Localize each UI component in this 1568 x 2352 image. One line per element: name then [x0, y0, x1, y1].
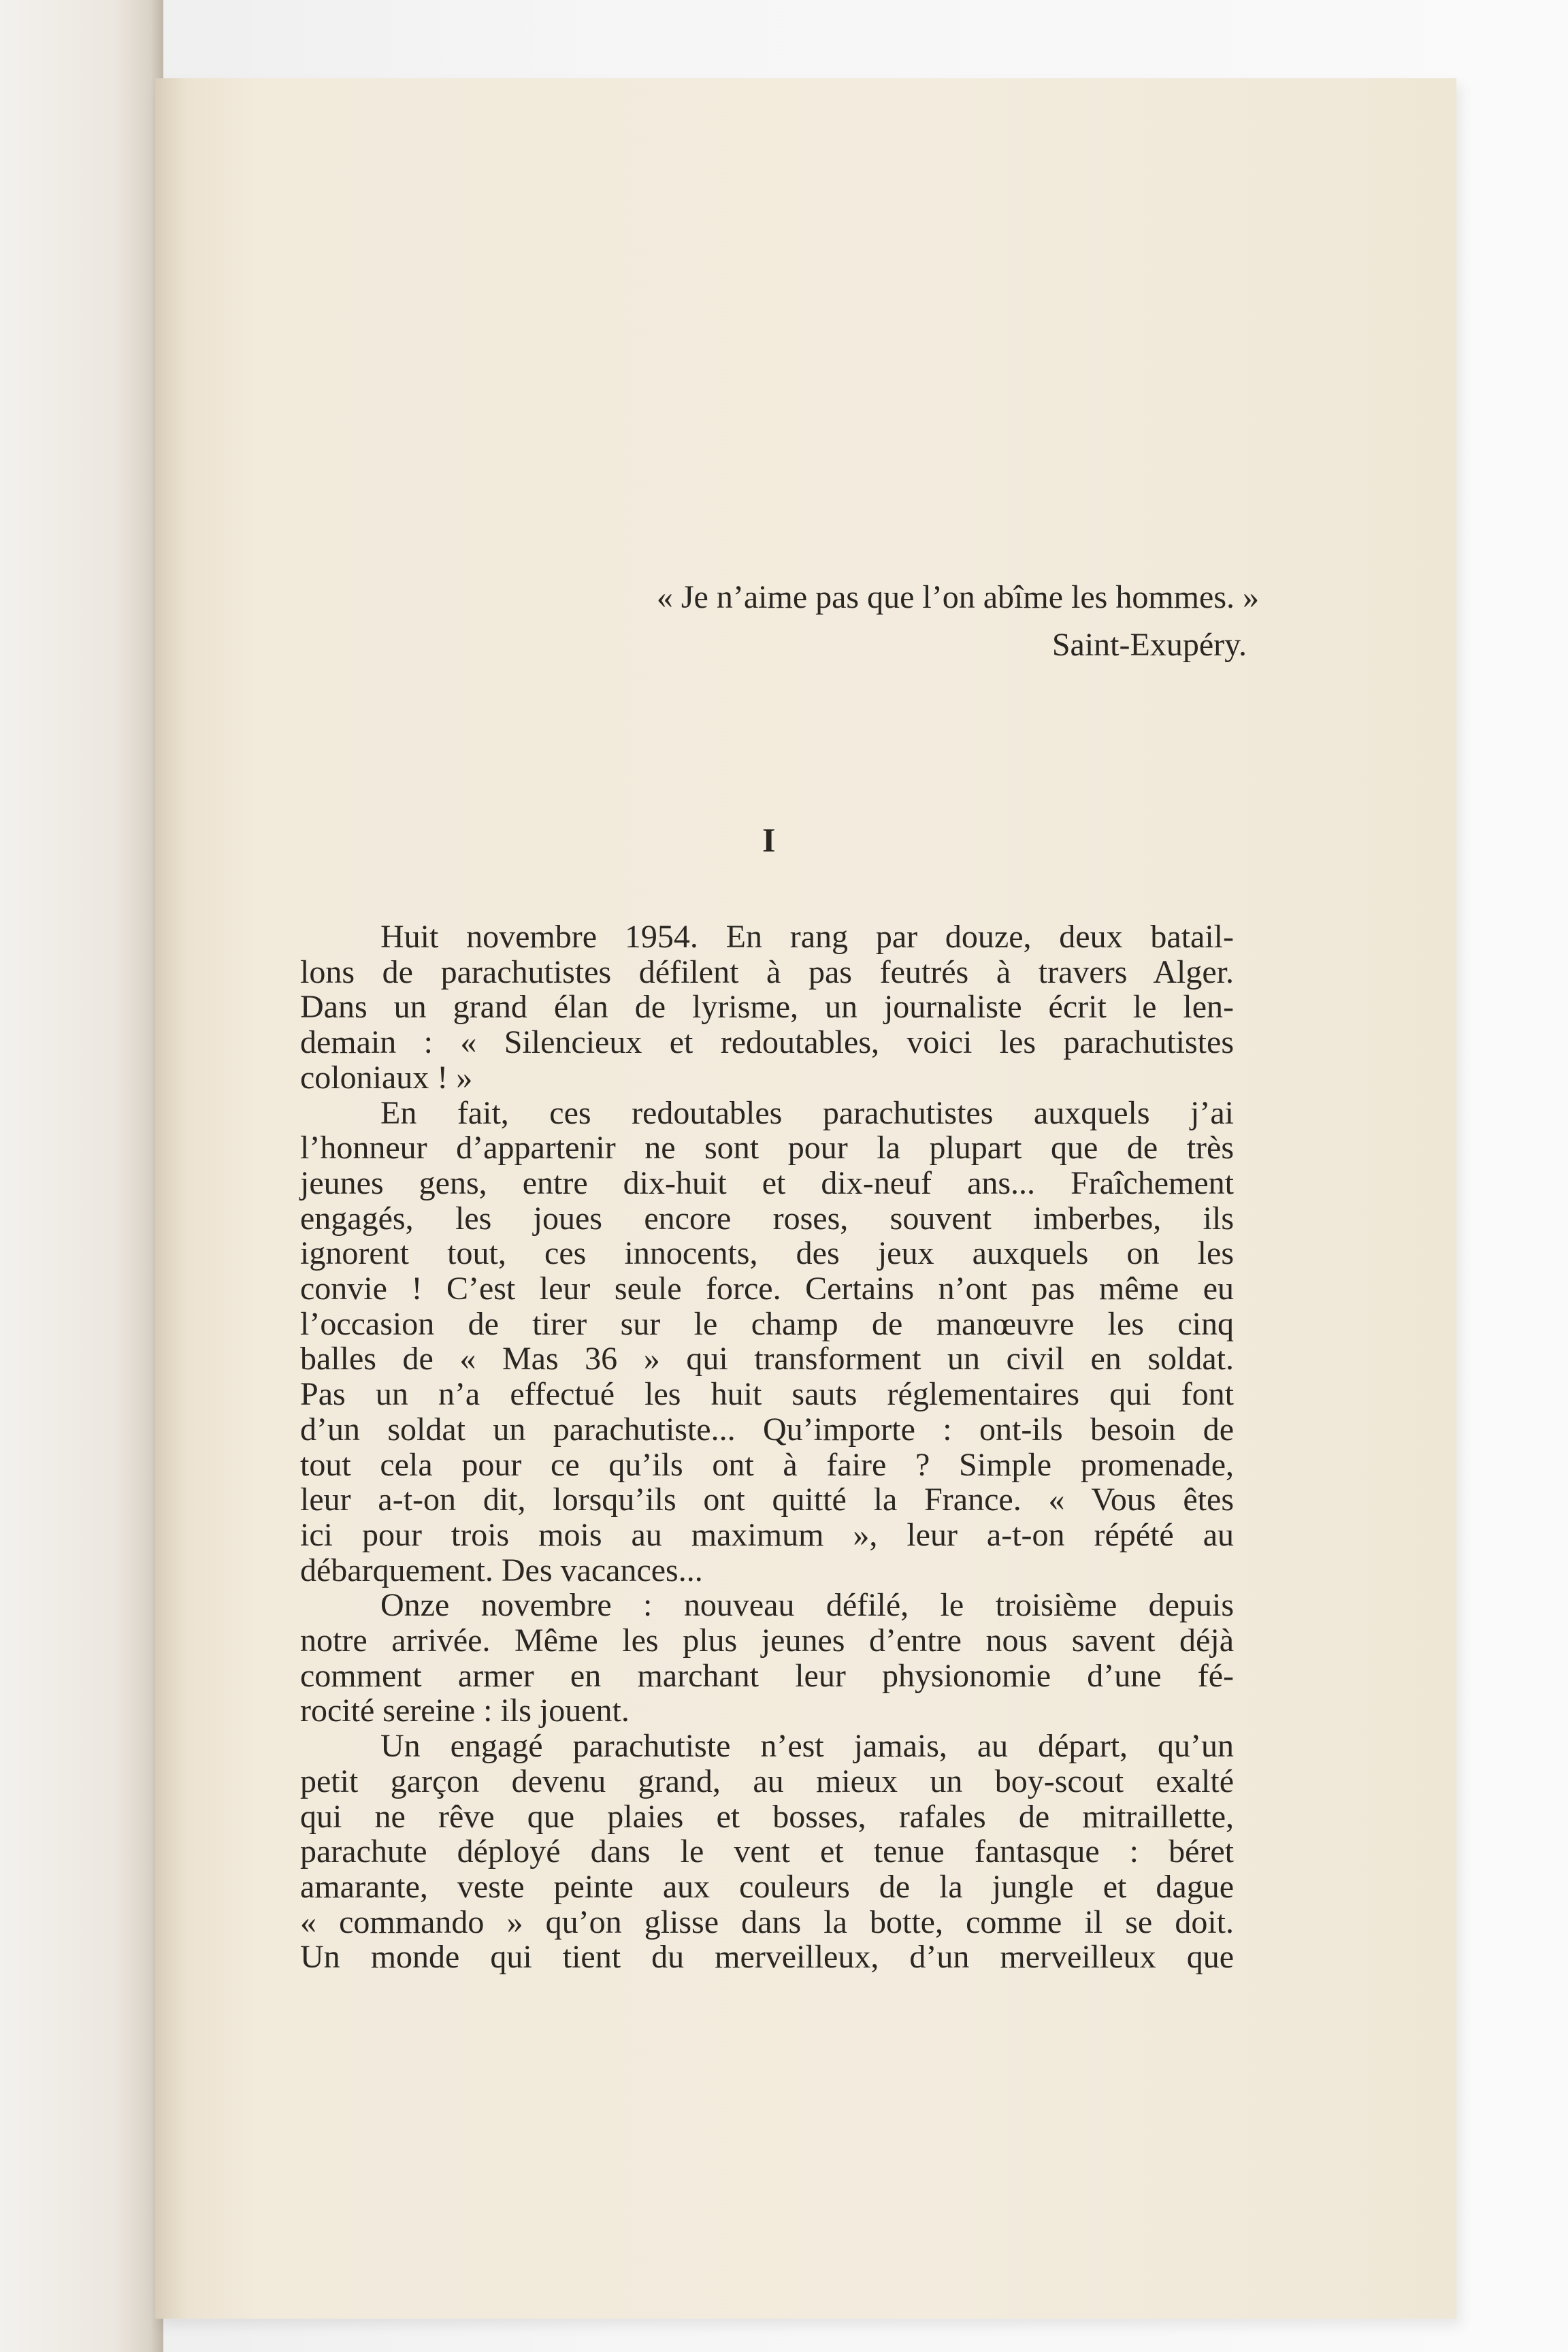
text-line: ignorent tout, ces innocents, des jeux auxquels on les [300, 1235, 1234, 1272]
text-line: demain : « Silencieux et redoutables, voici les parachutistes [300, 1024, 1234, 1061]
epigraph [657, 574, 1259, 669]
text-line: Dans un grand élan de lyrisme, un journaliste écrit le len- [300, 989, 1234, 1026]
text-line: Huit novembre 1954. En rang par douze, deux batail- [380, 919, 1234, 955]
text-line: parachute déployé dans le vent et tenue fantasque : béret [300, 1833, 1234, 1870]
text-line: « commando » qu’on glisse dans la botte, comme il se doit. [300, 1904, 1234, 1940]
paragraph [300, 1588, 1234, 1729]
text-line: convie ! C’est leur seule force. Certains n’ont pas même eu [300, 1271, 1234, 1307]
text-line: jeunes gens, entre dix-huit et dix-neuf ans... Fraîchement [300, 1164, 1234, 1201]
chapter-number: I [762, 821, 776, 859]
text-line: Pas un n’a effectué les huit sauts réglementaires qui font [300, 1376, 1234, 1413]
text-line: ici pour trois mois au maximum », leur a-t-on répété au [300, 1516, 1234, 1553]
text-line: tout cela pour ce qu’ils ont à faire ? Simple promenade, [300, 1446, 1234, 1483]
paragraph [300, 919, 1234, 1096]
text-line: Onze novembre : nouveau défilé, le troisième depuis [380, 1587, 1234, 1624]
body-text [300, 919, 1234, 1975]
text-line: En fait, ces redoutables parachutistes auxquels j’ai [380, 1094, 1234, 1131]
text-line: comment armer en marchant leur physionomie d’une fé- [300, 1657, 1234, 1694]
text-line: rocité sereine : ils jouent. [300, 1693, 630, 1729]
facing-page-edge [0, 0, 163, 2352]
text-line: leur a-t-on dit, lorsqu’ils ont quitté la France. « Vous êtes [300, 1482, 1234, 1518]
text-line: d’un soldat un parachutiste... Qu’importe : ont-ils besoin de [300, 1411, 1234, 1448]
text-line: qui ne rêve que plaies et bosses, rafales de mitraillette, [300, 1798, 1234, 1835]
text-line: balles de « Mas 36 » qui transforment un civil en soldat. [300, 1341, 1234, 1377]
text-line: notre arrivée. Même les plus jeunes d’entre nous savent déjà [300, 1622, 1234, 1659]
text-line: petit garçon devenu grand, au mieux un boy-scout exalté [300, 1763, 1234, 1799]
epigraph-author: Saint-Exupéry. [1051, 627, 1247, 663]
text-line: amarante, veste peinte aux couleurs de la jungle et dague [300, 1868, 1234, 1905]
text-line: Un monde qui tient du merveilleux, d’un merveilleux que [300, 1939, 1234, 1976]
text-line: Un engagé parachutiste n’est jamais, au départ, qu’un [380, 1728, 1234, 1765]
epigraph-quote: « Je n’aime pas que l’on abîme les hommes. » [656, 579, 1259, 615]
text-line: engagés, les joues encore roses, souvent imberbes, ils [300, 1200, 1234, 1237]
text-line: lons de parachutistes défilent à pas feutrés à travers Alger. [300, 953, 1234, 990]
paragraph [300, 1096, 1234, 1588]
book-page [155, 78, 1456, 2319]
text-line: l’occasion de tirer sur le champ de manœuvre les cinq [300, 1305, 1234, 1342]
text-line: coloniaux ! » [300, 1059, 473, 1096]
text-line: l’honneur d’appartenir ne sont pour la plupart que de très [300, 1130, 1234, 1166]
text-line: débarquement. Des vacances... [300, 1552, 703, 1588]
paragraph [300, 1729, 1234, 1975]
